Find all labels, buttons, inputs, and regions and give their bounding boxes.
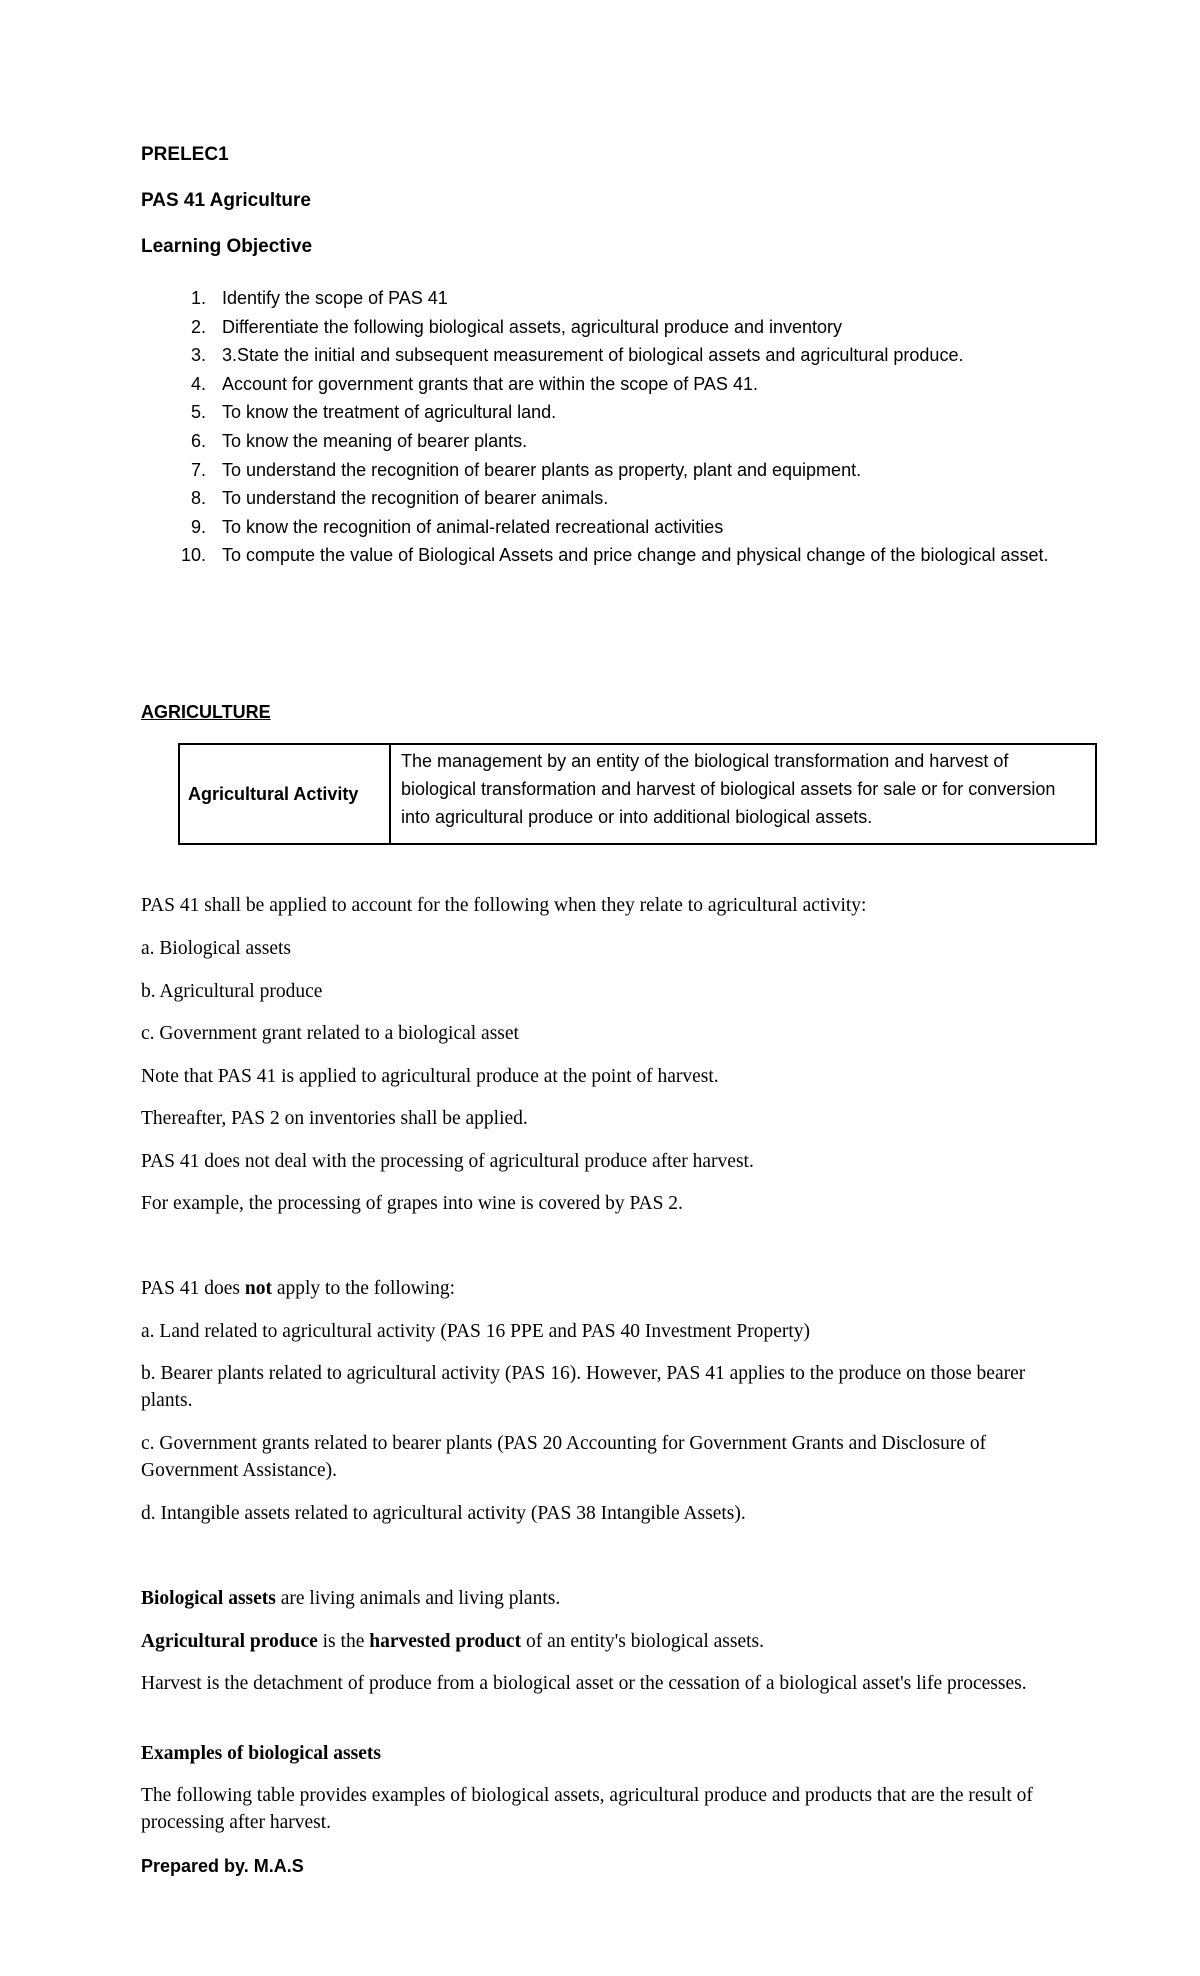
harvest-definition: Harvest is the detachment of produce from a biological asset or the cessation of a biological asset's life processes. [141, 1673, 1027, 1694]
scope-intro: PAS 41 shall be applied to account for the following when they relate to agricultural activity: [141, 895, 867, 916]
definition-text: The management by an entity of the biological transformation and harvest of biological transformation and harvest of biological assets for sale or for conversion into agricultural produce or into additional biological assets. [401, 751, 1056, 827]
scope-item-government-grant: c. Government grant related to a biological asset [141, 1023, 519, 1044]
list-item: 1. Identify the scope of PAS 41 [190, 288, 448, 308]
scope-item-biological-assets: a. Biological assets [141, 938, 292, 959]
list-item: 9. To know the recognition of animal-related recreational activities [190, 516, 724, 537]
agriculture-heading: AGRICULTURE [141, 702, 271, 722]
exclusions-intro: PAS 41 does not apply to the following: [141, 1278, 456, 1299]
list-item: 7. To understand the recognition of bearer plants as property, plant and equipment. [190, 459, 862, 480]
scope-note-4: For example, the processing of grapes into wine is covered by PAS 2. [141, 1193, 683, 1214]
definition-term: Agricultural Activity [180, 745, 391, 843]
exclusion-item-government-grants: c. Government grants related to bearer plants (PAS 20 Accounting for Government Grants and Disclosure of Government Assistance). [141, 1433, 987, 1481]
list-item: 8. To understand the recognition of bearer animals. [190, 488, 609, 509]
exclusion-item-bearer-plants: b. Bearer plants related to agricultural activity (PAS 16). However, PAS 41 applies to the produce on those bearer plants. [141, 1363, 1026, 1411]
exclusion-item-intangible-assets: d. Intangible assets related to agricultural activity (PAS 38 Intangible Assets). [141, 1503, 746, 1524]
scope-item-agricultural-produce: b. Agricultural produce [141, 981, 323, 1002]
list-item: 4. Account for government grants that are within the scope of PAS 41. [190, 373, 758, 394]
document-code: PRELEC1 [141, 144, 229, 165]
examples-text: The following table provides examples of biological assets, agricultural produce and products that are the result of processing after harvest. [141, 1785, 1033, 1833]
list-item: 3. 3.State the initial and subsequent measurement of biological assets and agricultural produce. [190, 345, 964, 366]
scope-note-1: Note that PAS 41 is applied to agricultural produce at the point of harvest. [141, 1066, 719, 1087]
objectives-heading: Learning Objective [141, 236, 313, 257]
footer-prepared-by: Prepared by. M.A.S [141, 1856, 304, 1876]
list-item: 5. To know the treatment of agricultural land. [190, 402, 557, 423]
list-item: 2. Differentiate the following biological assets, agricultural produce and inventory [190, 316, 843, 337]
list-item: 10. To compute the value of Biological Assets and price change and physical change of the biological asset. [180, 545, 1049, 566]
objectives-list [176, 284, 1076, 570]
exclusion-item-land: a. Land related to agricultural activity (PAS 16 PPE and PAS 40 Investment Property) [141, 1321, 811, 1342]
scope-note-3: PAS 41 does not deal with the processing of agricultural produce after harvest. [141, 1151, 754, 1172]
examples-heading: Examples of biological assets [141, 1743, 381, 1764]
definition-table [178, 743, 1097, 845]
list-item: 6. To know the meaning of bearer plants. [190, 430, 528, 451]
scope-note-2: Thereafter, PAS 2 on inventories shall be applied. [141, 1108, 528, 1129]
agricultural-produce-definition: Agricultural produce is the harvested product of an entity's biological assets. [141, 1631, 764, 1652]
page-title: PAS 41 Agriculture [141, 190, 311, 211]
biological-assets-definition: Biological assets are living animals and living plants. [141, 1588, 561, 1609]
